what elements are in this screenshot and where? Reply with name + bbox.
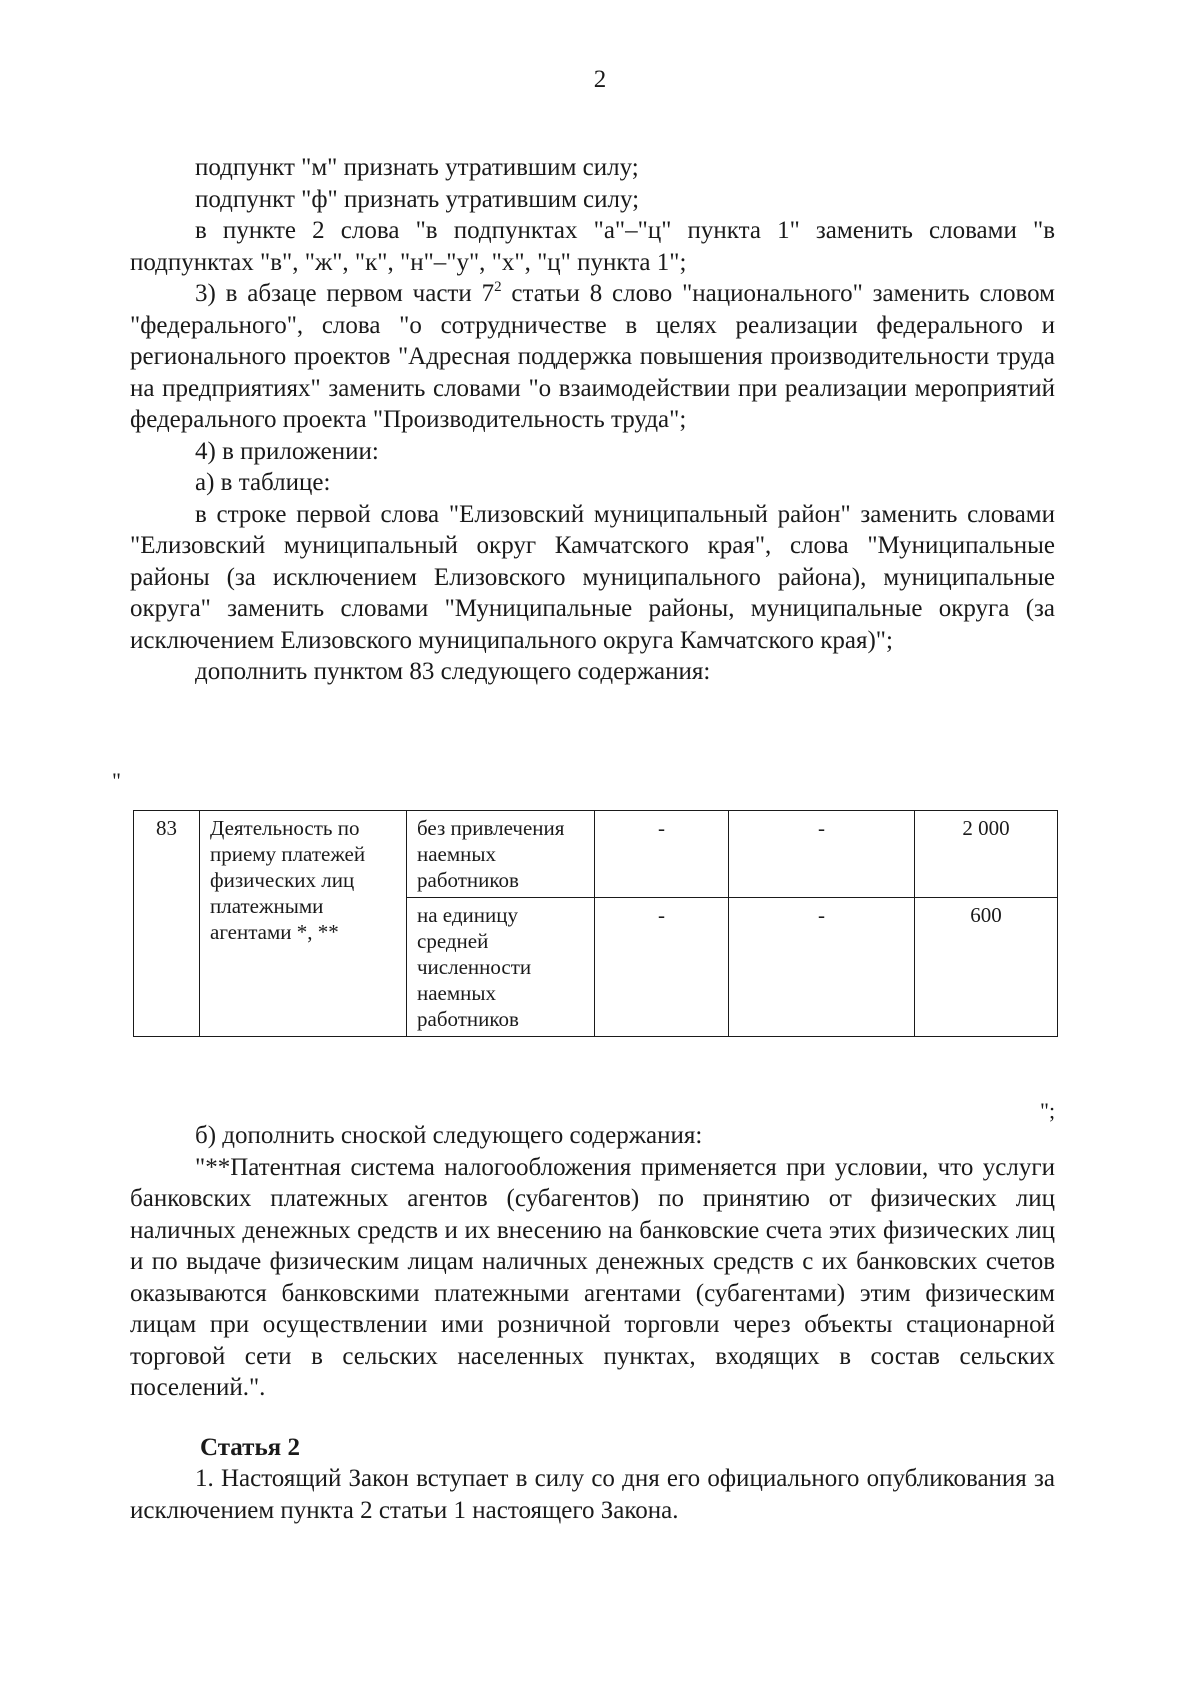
paragraph: подпункт "ф" признать утратившим силу; — [195, 185, 640, 213]
paragraph-text: 3) в абзаце первом части 7 — [195, 280, 495, 307]
table-cell-activity: Деятельность по приему платежей физических лиц платежными агентами *, ** — [200, 811, 407, 1037]
superscript: 2 — [494, 279, 502, 295]
article-paragraph: 1. Настоящий Закон вступает в силу со дня его официального опубликования за исключением пункта 2 статьи 1 настоящего Закона. — [130, 1465, 1055, 1524]
inserted-table — [133, 810, 1058, 1037]
table-row — [134, 811, 1058, 898]
table-cell: - — [595, 811, 729, 898]
paragraph: а) в таблице: — [195, 469, 331, 496]
table-cell-value: 600 — [915, 898, 1058, 1037]
footnote-paragraph: "**Патентная система налогообложения применяется при условии, что услуги банковских платежных агентов (субагентов) по принятию от физических лиц наличных денежных средств и их внесению на банковские счета этих физических лиц и по выдаче физическим лицам наличных денежных средств с их банковских счетов оказываются банковскими платежными агентами (субагентами) этим физическим лицам при осуществлении ими розничной торговли через объекты стационарной торговой сети в сельских населенных пунктах, входящих в состав сельских поселений.". — [130, 1153, 1055, 1401]
document-body-top — [130, 152, 1055, 688]
paragraph: дополнить пунктом 83 следующего содержания: — [195, 658, 711, 685]
quote-open-mark: " — [112, 768, 121, 793]
document-body-bottom — [130, 1120, 1055, 1526]
paragraph: в пункте 2 слова "в подпунктах "а"–"ц" пункта 1" заменить словами "в подпунктах "в", "ж", "к", "н"–"у", "х", "ц" пункта 1"; — [130, 217, 1055, 276]
table-cell: - — [595, 898, 729, 1037]
article-heading: Статья 2 — [200, 1433, 300, 1461]
paragraph: 4) в приложении: — [195, 437, 379, 465]
paragraph: в строке первой слова "Елизовский муниципальный район" заменить словами "Елизовский муниципальный округ Камчатского края", слова "Муниципальные районы (за исключением Елизовского муниципального района), муниципальные округа" заменить словами "Муниципальные районы, муниципальные округа (за исключением Елизовского муниципального округа Камчатского края)"; — [130, 500, 1055, 654]
table-cell-condition: на единицу средней численности наемных работников — [407, 898, 595, 1037]
paragraph-article8 — [130, 278, 1055, 436]
paragraph: подпункт "м" признать утратившим силу; — [195, 154, 639, 181]
table-cell-number: 83 — [134, 811, 200, 1037]
page-number: 2 — [593, 66, 607, 93]
quote-close-mark: "; — [1040, 1098, 1056, 1123]
table-cell-condition: без привлечения наемных работников — [407, 811, 595, 898]
table-cell: - — [729, 898, 915, 1037]
paragraph: б) дополнить сноской следующего содержания: — [195, 1122, 703, 1149]
table-cell: - — [729, 811, 915, 898]
table-cell-value: 2 000 — [915, 811, 1058, 898]
paragraph-text: статьи 8 слово "национального" заменить словом "федерального", слова "о сотрудничестве в целях реализации федерального и регионального проектов "Адресная поддержка повышения производительности труда на предприятиях" заменить словами "о взаимодействии при реализации мероприятий федерального проекта "Производительность труда"; — [130, 280, 1055, 433]
